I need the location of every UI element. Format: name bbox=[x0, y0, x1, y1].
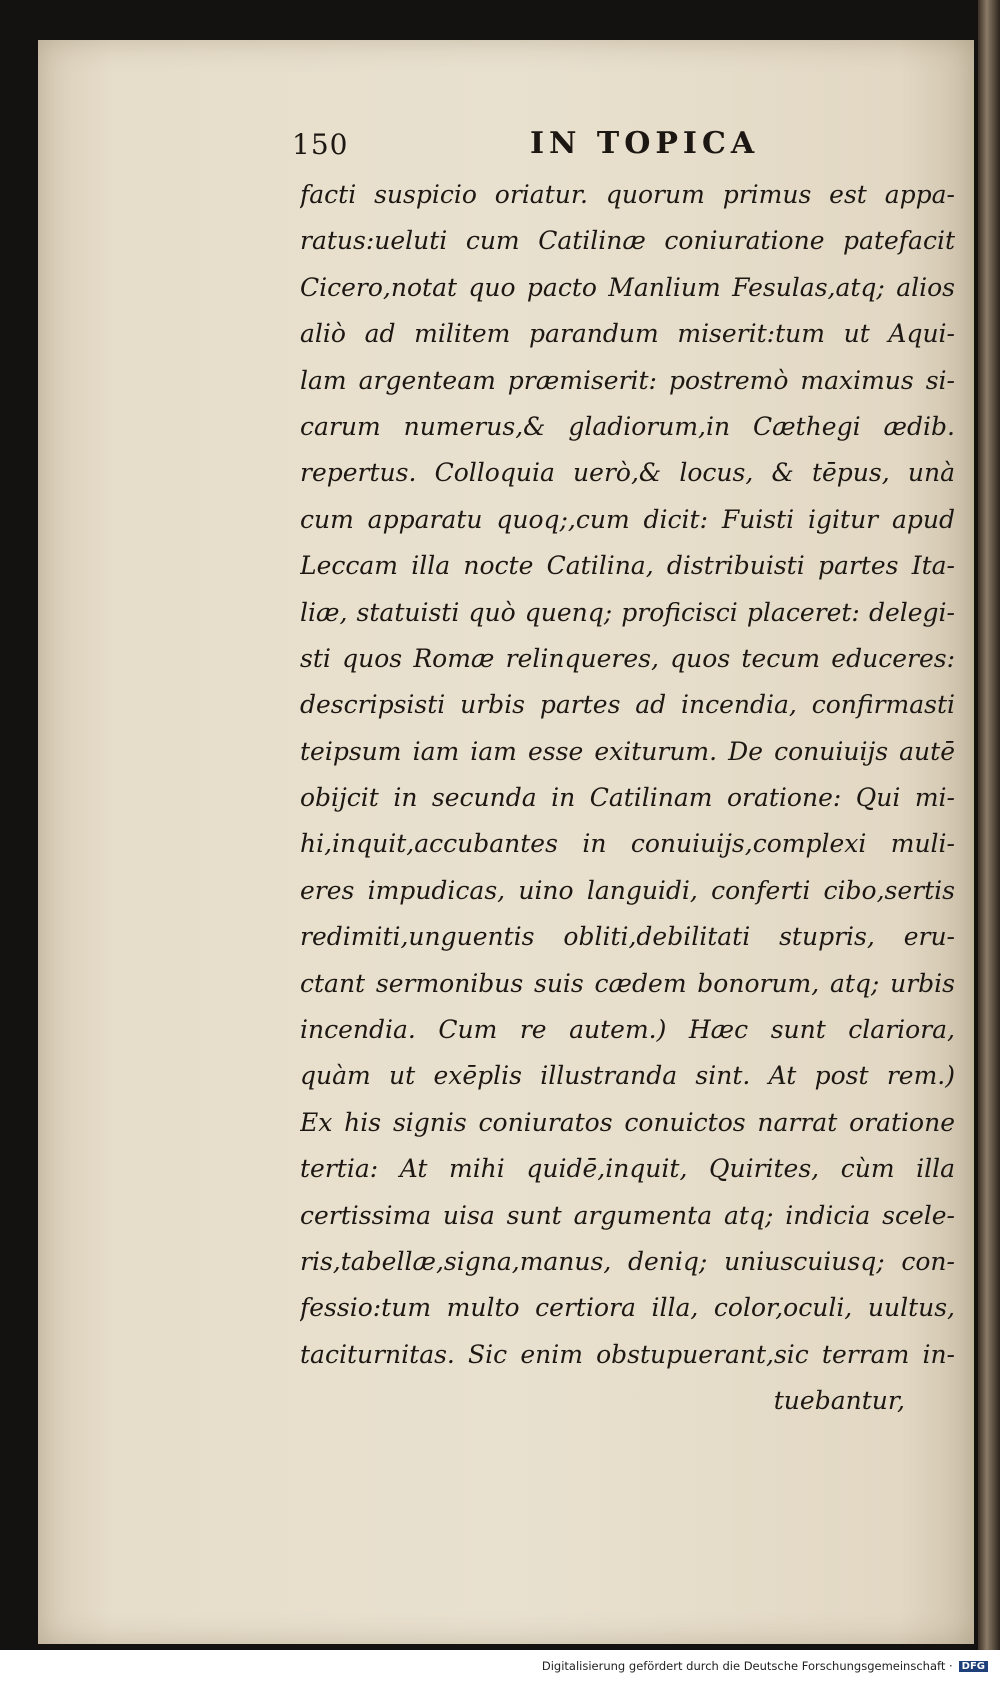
text-line: certissima uisa sunt argumenta atq; indicia scele- bbox=[300, 1200, 955, 1230]
text-line: incendia. Cum re autem.) Hæc sunt clariora, bbox=[300, 1015, 955, 1045]
text-line: Cicero,notat quo pacto Manlium Fesulas,atq; alios bbox=[300, 272, 955, 302]
text-line: sti quos Romæ relinqueres, quos tecum educeres: bbox=[300, 643, 955, 673]
text-line: facti suspicio oriatur. quorum primus est appa- bbox=[300, 180, 955, 209]
text-line: Leccam illa nocte Catilina, distribuisti partes Ita- bbox=[300, 551, 955, 581]
text-line: carum numerus,& gladiorum,in Cæthegi ædib. bbox=[300, 411, 955, 441]
footer-credit-text: Digitalisierung gefördert durch die Deutsche Forschungsgemeinschaft · bbox=[541, 1659, 953, 1673]
text-line: taciturnitas. Sic enim obstupuerant,sic terram in- bbox=[300, 1339, 955, 1369]
text-line: tertia: At mihi quidē,inquit, Quirites, cùm illa bbox=[300, 1154, 955, 1184]
text-line: obijcit in secunda in Catilinam oratione: Qui mi- bbox=[300, 783, 955, 813]
text-line: ratus:ueluti cum Catilinæ coniuratione patefacit bbox=[300, 226, 955, 256]
text-line: redimiti,unguentis obliti,debilitati stupris, eru- bbox=[300, 922, 955, 952]
book-edge bbox=[978, 0, 1000, 1650]
text-line: descripsisti urbis partes ad incendia, confirmasti bbox=[300, 690, 955, 720]
catchword: tuebantur, bbox=[773, 1386, 905, 1416]
text-line: quàm ut exēplis illustranda sint. At post rem.) bbox=[300, 1061, 955, 1091]
text-line: ris,tabellæ,signa,manus, deniq; uniuscuiusq; con- bbox=[300, 1246, 955, 1276]
text-line: Ex his signis coniuratos conuictos narrat oratione bbox=[300, 1107, 955, 1137]
text-line: repertus. Colloquia uerò,& locus, & tēpus, unà bbox=[300, 458, 955, 488]
body-text bbox=[300, 172, 955, 1425]
text-line: cum apparatu quoq;,cum dicit: Fuisti igitur apud bbox=[300, 504, 955, 534]
text-line: teipsum iam iam esse exiturum. De conuiuijs autē bbox=[300, 736, 955, 766]
text-line: aliò ad militem parandum miserit:tum ut Aqui- bbox=[300, 319, 955, 349]
text-line: hi,inquit,accubantes in conuiuijs,complexi muli- bbox=[300, 829, 955, 859]
text-line: lam argenteam præmiserit: postremò maximus si- bbox=[300, 365, 955, 395]
text-line: fessio:tum multo certiora illa, color,oculi, uultus, bbox=[300, 1293, 955, 1323]
page-header bbox=[292, 128, 812, 168]
footer-bar bbox=[0, 1650, 1000, 1686]
text-line: eres impudicas, uino languidi, conferti cibo,sertis bbox=[300, 875, 955, 905]
page-number: 150 bbox=[292, 128, 349, 161]
running-title: IN TOPICA bbox=[530, 126, 760, 161]
text-line: ctant sermonibus suis cædem bonorum, atq; urbis bbox=[300, 968, 955, 998]
text-line: liæ, statuisti quò quenq; proficisci placeret: delegi- bbox=[300, 597, 955, 627]
dfg-logo: DFG bbox=[959, 1661, 988, 1672]
footer-credit bbox=[542, 1659, 988, 1673]
